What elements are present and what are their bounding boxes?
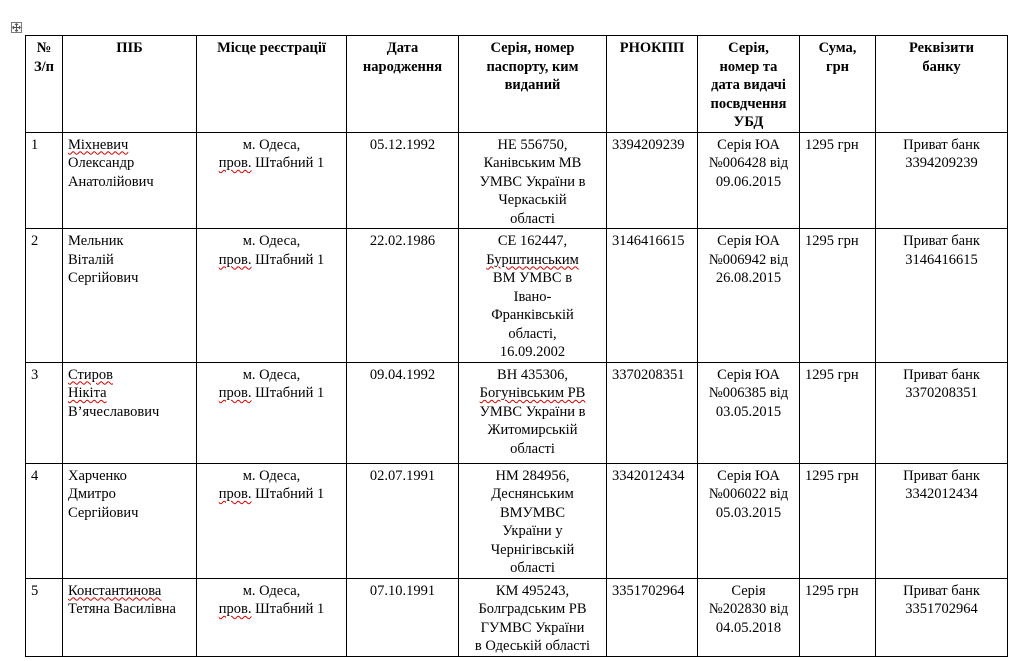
cell-passport[interactable]: КМ 495243, Болградським РВ ГУМВС України в Одеській області (459, 578, 607, 656)
header-sum[interactable]: Сума, грн (800, 36, 876, 133)
cell-rnokpp[interactable]: 3370208351 (607, 362, 698, 463)
cell-registration[interactable]: м. Одеса, пров. Штабний 1 (197, 463, 347, 578)
cell-rnokpp[interactable]: 3394209239 (607, 132, 698, 229)
cell-name[interactable]: Стиров Нікіта В’ячеславович (63, 362, 197, 463)
cell-sum[interactable]: 1295 грн (800, 463, 876, 578)
cell-name[interactable]: Мельник Віталій Сергійович (63, 229, 197, 363)
cell-rnokpp[interactable]: 3146416615 (607, 229, 698, 363)
header-birth-date[interactable]: Дата народження (347, 36, 459, 133)
cell-name[interactable]: Харченко Дмитро Сергійович (63, 463, 197, 578)
cell-birth-date[interactable]: 07.10.1991 (347, 578, 459, 656)
cell-bank[interactable]: Приват банк 3342012434 (876, 463, 1008, 578)
table-row (26, 463, 1008, 578)
cell-ubd[interactable]: Серія ЮА №006428 від 09.06.2015 (698, 132, 800, 229)
cell-name[interactable]: Константинова Тетяна Василівна (63, 578, 197, 656)
header-passport[interactable]: Серія, номер паспорту, ким виданий (459, 36, 607, 133)
table-row (26, 578, 1008, 656)
cell-name[interactable]: Міхневич Олександр Анатолійович (63, 132, 197, 229)
cell-number[interactable]: 4 (26, 463, 63, 578)
cell-sum[interactable]: 1295 грн (800, 362, 876, 463)
header-rnokpp[interactable]: РНОКПП (607, 36, 698, 133)
cell-registration[interactable]: м. Одеса, пров. Штабний 1 (197, 578, 347, 656)
cell-passport[interactable]: СЕ 162447, Бурштинським ВМ УМВС в Івано- Франківській області, 16.09.2002 (459, 229, 607, 363)
cell-birth-date[interactable]: 05.12.1992 (347, 132, 459, 229)
cell-sum[interactable]: 1295 грн (800, 229, 876, 363)
header-ubd[interactable]: Серія, номер та дата видачі посвдчення УБД (698, 36, 800, 133)
cell-ubd[interactable]: Серія ЮА №006385 від 03.05.2015 (698, 362, 800, 463)
cell-registration[interactable]: м. Одеса, пров. Штабний 1 (197, 132, 347, 229)
cell-rnokpp[interactable]: 3342012434 (607, 463, 698, 578)
cell-bank[interactable]: Приват банк 3351702964 (876, 578, 1008, 656)
cell-ubd[interactable]: Серія ЮА №006942 від 26.08.2015 (698, 229, 800, 363)
header-registration[interactable]: Місце реєстрації (197, 36, 347, 133)
cell-birth-date[interactable]: 09.04.1992 (347, 362, 459, 463)
cell-sum[interactable]: 1295 грн (800, 132, 876, 229)
cell-number[interactable]: 1 (26, 132, 63, 229)
cell-passport[interactable]: НЕ 556750, Канівським МВ УМВС України в Черкаській області (459, 132, 607, 229)
header-bank[interactable]: Реквізити банку (876, 36, 1008, 133)
header-row (26, 36, 1008, 133)
cell-bank[interactable]: Приват банк 3146416615 (876, 229, 1008, 363)
cell-number[interactable]: 2 (26, 229, 63, 363)
cell-number[interactable]: 3 (26, 362, 63, 463)
cell-ubd[interactable]: Серія ЮА №006022 від 05.03.2015 (698, 463, 800, 578)
cell-rnokpp[interactable]: 3351702964 (607, 578, 698, 656)
cell-birth-date[interactable]: 22.02.1986 (347, 229, 459, 363)
cell-registration[interactable]: м. Одеса, пров. Штабний 1 (197, 229, 347, 363)
cell-bank[interactable]: Приват банк 3370208351 (876, 362, 1008, 463)
cell-bank[interactable]: Приват банк 3394209239 (876, 132, 1008, 229)
cell-sum[interactable]: 1295 грн (800, 578, 876, 656)
cell-passport[interactable]: ВН 435306, Богунівським РВ УМВС України в Житомирській області (459, 362, 607, 463)
table-row (26, 362, 1008, 463)
header-name[interactable]: ПІБ (63, 36, 197, 133)
cell-number[interactable]: 5 (26, 578, 63, 656)
table-row (26, 132, 1008, 229)
cell-passport[interactable]: НМ 284956, Деснянським ВМУМВС України у Чернігівській області (459, 463, 607, 578)
cell-ubd[interactable]: Серія №202830 від 04.05.2018 (698, 578, 800, 656)
header-number[interactable]: № З/п (26, 36, 63, 133)
table-row (26, 229, 1008, 363)
cell-registration[interactable]: м. Одеса, пров. Штабний 1 (197, 362, 347, 463)
table-move-handle-icon[interactable] (11, 22, 22, 33)
cell-birth-date[interactable]: 02.07.1991 (347, 463, 459, 578)
registry-table (25, 35, 1008, 657)
